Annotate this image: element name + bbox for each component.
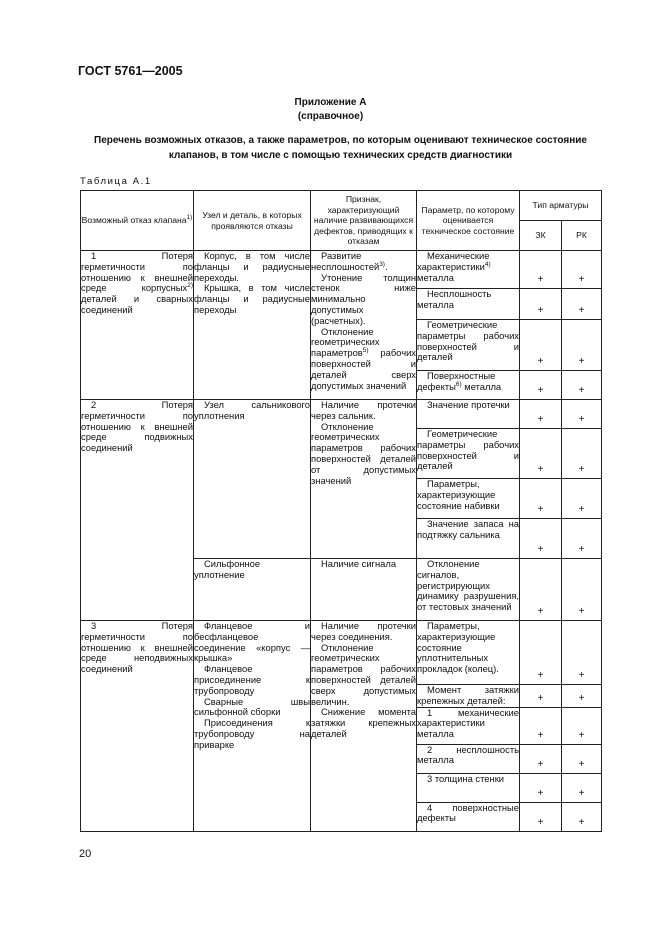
table-row <box>81 621 602 685</box>
col-header-sign: Признак, характеризующий наличие развивающихся дефектов, приводящих к отказам <box>311 191 417 251</box>
page-number: 20 <box>79 848 92 860</box>
appendix-subtitle: (справочное) <box>297 111 364 122</box>
sign-cell: Наличие протечки через соединения. Отклонение геометрических параметров рабочих поверхностей деталей сверх допустимых величин. Снижение момента затяжки крепежных деталей <box>311 621 417 832</box>
mark-rk: + <box>562 479 602 519</box>
col-header-fitting-type: Тип арматуры <box>520 191 602 221</box>
col-header-param: Параметр, по которому оценивается техническое состояние <box>417 191 520 251</box>
param-cell: 3 толщина стенки <box>417 773 520 802</box>
col-header-failure: Возможный отказ клапана$^{1)}$ <box>81 191 194 251</box>
unit-cell: Корпус, в том числе фланцы и радиусные переходы. Крышка, в том числе фланцы и радиусные переходы <box>194 251 311 400</box>
caption-line-2: клапанов, в том числе с помощью технических средств диагностики <box>168 150 513 161</box>
mark-zk: + <box>520 320 562 371</box>
mark-zk: + <box>520 685 562 708</box>
mark-rk: + <box>562 519 602 559</box>
mark-zk: + <box>520 519 562 559</box>
param-cell: Отклонение сигналов, регистрирующих динамику разрушения, от тестовых значений <box>417 559 520 621</box>
sign-cell: Наличие протечки через сальник. Отклонение геометрических параметров рабочих поверхностей деталей от допустимых значений <box>311 400 417 559</box>
mark-zk: + <box>520 621 562 685</box>
mark-zk: + <box>520 744 562 773</box>
mark-zk: + <box>520 773 562 802</box>
mark-zk: + <box>520 559 562 621</box>
mark-rk: + <box>562 251 602 289</box>
failure-cell: 3 Потеря герметичности по отношению к внешней среде неподвижных соединений <box>81 621 194 832</box>
unit-cell: Сильфонное уплотнение <box>194 559 311 621</box>
mark-rk: + <box>562 744 602 773</box>
param-cell: Геометрические параметры рабочих поверхностей и деталей <box>417 320 520 371</box>
col-header-rk: РК <box>562 221 602 251</box>
param-cell: Параметры, характеризующие состояние набивки <box>417 479 520 519</box>
mark-rk: + <box>562 320 602 371</box>
caption-line-1: Перечень возможных отказов, а также параметров, по которым оценивают техническое состояние <box>94 135 587 146</box>
mark-zk: + <box>520 289 562 320</box>
mark-rk: + <box>562 289 602 320</box>
param-cell: Значение протечки <box>417 400 520 429</box>
doc-code: ГОСТ 5761—2005 <box>78 64 183 78</box>
sign-cell: Наличие сигнала <box>311 559 417 621</box>
mark-rk: + <box>562 429 602 479</box>
failure-cell: 2 Потеря герметичности по отношению к внешней среде подвижных соединений <box>81 400 194 621</box>
appendix-title: Приложение А <box>294 97 367 108</box>
param-cell: Несплошность металла <box>417 289 520 320</box>
table-row <box>81 400 602 429</box>
table-row <box>81 251 602 289</box>
table-label: Таблица А.1 <box>80 176 152 187</box>
param-cell: Значение запаса на подтяжку сальника <box>417 519 520 559</box>
param-cell: Механические характеристики$^{4)}$ металла <box>417 251 520 289</box>
mark-rk: + <box>562 559 602 621</box>
mark-zk: + <box>520 707 562 744</box>
mark-zk: + <box>520 429 562 479</box>
failures-table <box>80 190 602 832</box>
param-cell: Параметры, характеризующие состояние уплотнительных прокладок (колец). <box>417 621 520 685</box>
param-cell: 1 механические характеристики металла <box>417 707 520 744</box>
mark-rk: + <box>562 707 602 744</box>
mark-rk: + <box>562 802 602 831</box>
unit-cell: Узел сальникового уплотнения <box>194 400 311 559</box>
sign-cell: Развитие несплошностей$^{3)}$. Утонение толщин стенок ниже минимально допустимых (расчетных). Отклонение геометрических параметров$^{5)}$ рабочих поверхностей и деталей сверх допустимых значений <box>311 251 417 400</box>
mark-rk: + <box>562 685 602 708</box>
mark-zk: + <box>520 802 562 831</box>
table-caption <box>80 133 601 163</box>
col-header-zk: ЗК <box>520 221 562 251</box>
col-header-unit: Узел и деталь, в которых проявляются отказы <box>194 191 311 251</box>
param-cell: Геометрические параметры рабочих поверхностей и деталей <box>417 429 520 479</box>
mark-zk: + <box>520 479 562 519</box>
mark-rk: + <box>562 621 602 685</box>
failure-cell: 1 Потеря герметичности по отношению к внешней среде корпусных$^{2)}$ деталей и сварных соединений <box>81 251 194 400</box>
param-cell: Поверхностные дефекты$^{6)}$ металла <box>417 371 520 400</box>
unit-cell: Фланцевое и бесфланцевое соединение «корпус — крышка» Фланцевое присоединение к трубопроводу Сварные швы сильфонной сборки Присоединения к трубопроводу на приварке <box>194 621 311 832</box>
mark-rk: + <box>562 400 602 429</box>
param-cell: 4 поверхностные дефекты <box>417 802 520 831</box>
mark-zk: + <box>520 371 562 400</box>
param-cell: Момент затяжки крепежных деталей: <box>417 684 519 706</box>
param-cell: 2 несплошность металла <box>417 744 520 773</box>
mark-rk: + <box>562 371 602 400</box>
mark-rk: + <box>562 773 602 802</box>
mark-zk: + <box>520 400 562 429</box>
mark-zk: + <box>520 251 562 289</box>
